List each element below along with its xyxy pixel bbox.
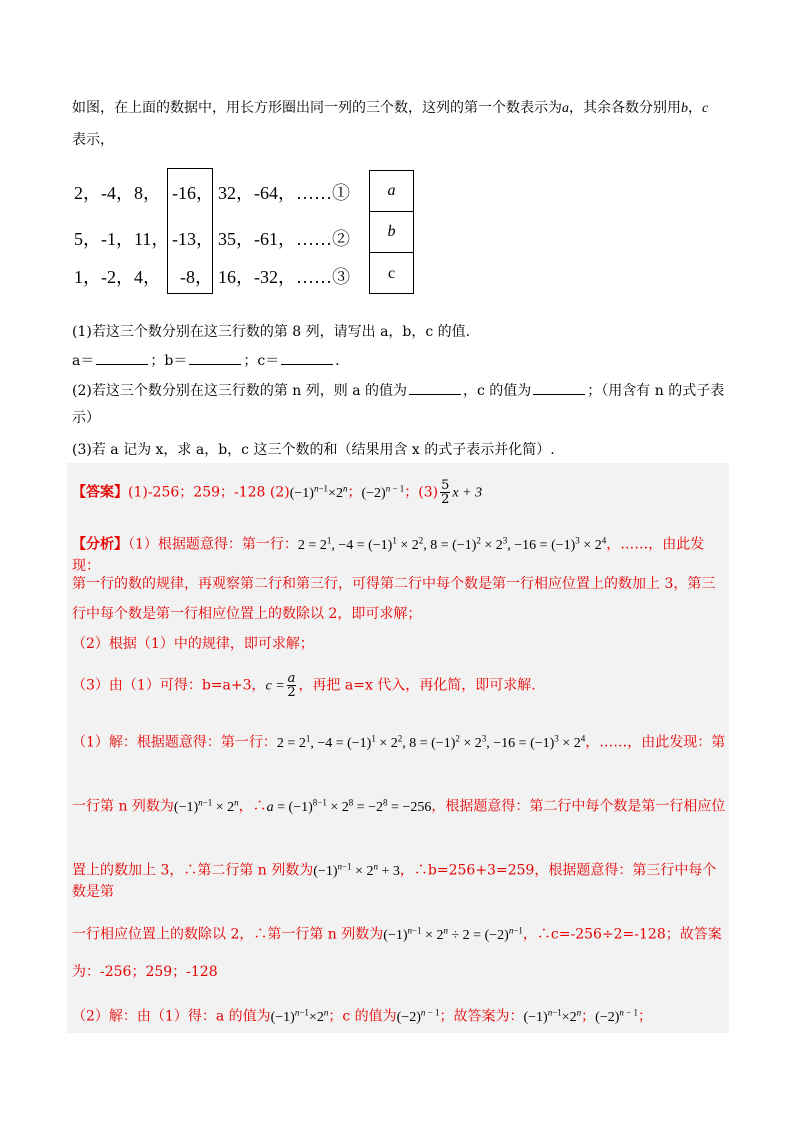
analysis-p3-num: a bbox=[287, 671, 296, 686]
intro-sep: ， bbox=[688, 100, 702, 116]
sequence-row-3-before: 1，-2，4， bbox=[74, 267, 161, 287]
q1-a-label: a＝ bbox=[72, 353, 95, 369]
solution-s6-end: ； bbox=[637, 1008, 652, 1025]
intro-line-2: 表示， bbox=[72, 132, 114, 148]
answer-label: 【答案】 bbox=[72, 484, 128, 501]
answer-fraction bbox=[440, 479, 450, 506]
solution-s4-start: 一行相应位置上的数除以 2，∴第一行第 n 列数为 bbox=[72, 926, 384, 943]
solution-formula-4: $(-1)^{n-1} \times 2^n + 3$ bbox=[313, 861, 400, 879]
var-b: b bbox=[681, 101, 688, 116]
question-1-blanks bbox=[72, 350, 728, 371]
q2-part-1: (2)若这三个数分别在这三行数的第 n 列，则 a 的值为 bbox=[72, 383, 407, 399]
var-c: c bbox=[702, 101, 709, 116]
solution-formula-5: $(-1)^{n-1} \times 2^n \div 2 = (-2)^{n-1}$ bbox=[383, 925, 523, 943]
analysis-p1-end: ，……，由此发现： bbox=[72, 536, 705, 574]
question-2 bbox=[72, 380, 728, 401]
sequence-row-2-after: 35，-61，……② bbox=[218, 229, 350, 249]
intro-paragraph bbox=[72, 98, 728, 119]
answer-tail: x + 3 bbox=[452, 485, 483, 501]
solution-s2-start: 一行第 n 列数为 bbox=[72, 798, 174, 815]
q1-c-label: ；c＝ bbox=[243, 353, 280, 369]
q2-part-2: ，c 的值为 bbox=[463, 383, 532, 399]
sequence-row-3-after: 16，-32，……③ bbox=[218, 267, 350, 287]
solution-s2-mid: ，∴ bbox=[238, 798, 267, 815]
sequence-row-1-boxed: -16， bbox=[172, 183, 214, 203]
answer-frac-num: 5 bbox=[441, 478, 450, 494]
abc-table bbox=[369, 170, 414, 294]
solution-s3-start: 置上的数加上 3，∴第二行第 n 列数为 bbox=[72, 862, 314, 879]
q1-a-blank bbox=[96, 350, 148, 365]
solution-line-1 bbox=[72, 728, 728, 754]
answer-frac-den: 2 bbox=[441, 492, 450, 508]
sequence-row-3-boxed: -8， bbox=[180, 267, 213, 287]
solution-formula-8: $(-1)^{n-1}\times 2^n$ bbox=[523, 1007, 582, 1025]
analysis-p1-start: （1）根据题意得：第一行： bbox=[128, 536, 298, 553]
solution-s4-end: ，∴c=-256÷2=-128；故答案 bbox=[522, 926, 722, 943]
solution-s2-end: ，根据题意得：第二行中每个数是第一行相应位 bbox=[431, 798, 726, 815]
analysis-line-1 bbox=[72, 530, 728, 576]
analysis-p3 bbox=[72, 672, 728, 699]
analysis-p3-end: ，再把 a=x 代入，再化简，即可求解. bbox=[298, 677, 536, 694]
q2-part-3: ；（用含有 n 的式子表 bbox=[587, 383, 725, 399]
q2-a-blank bbox=[409, 380, 461, 395]
abc-cell-c: c bbox=[387, 264, 396, 282]
answer-text: (1)-256；259；-128 (2) bbox=[128, 484, 290, 501]
solution-line-6 bbox=[72, 1002, 728, 1028]
abc-cell-a: a bbox=[370, 171, 413, 212]
q1-b-blank bbox=[189, 350, 241, 365]
analysis-p2: （2）根据（1）中的规律，即可求解； bbox=[72, 636, 314, 652]
solution-s6-sep: ； bbox=[581, 1008, 596, 1025]
abc-cell-b: b bbox=[370, 212, 413, 253]
solution-s3-end: ，∴b=256+3=259，根据题意得：第三行中每个数是第 bbox=[72, 862, 717, 900]
intro-text-1: 如图，在上面的数据中，用长方形圈出同一列的三个数，这列的第一个数表示为 bbox=[72, 100, 562, 116]
analysis-formula: $2 = 2^1$, $-4 = (-1)^1 \times 2^2$, $8 = (-1)^2 \times 2^3$, $-16 = (-1)^3 \times 2^4$ bbox=[297, 535, 607, 553]
analysis-p3-den: 2 bbox=[287, 685, 296, 700]
analysis-label: 【分析】 bbox=[72, 536, 128, 553]
q1-c-blank bbox=[281, 350, 333, 365]
solution-s6-mid: ；c 的值为 bbox=[328, 1008, 397, 1025]
solution-s1-start: （1）解：根据题意得：第一行： bbox=[72, 734, 277, 751]
q2-c-blank bbox=[533, 380, 585, 395]
q1-b-label: ；b＝ bbox=[150, 353, 188, 369]
solution-formula-2: $(-1)^{n-1} \times 2^n$ bbox=[173, 797, 239, 815]
solution-formula-3: $a = (-1)^{8-1} \times 2^8 = -2^8 = -256$ bbox=[266, 797, 432, 815]
answer-formula-a: $(-1)^{n-1}\times 2^n$ bbox=[289, 483, 348, 501]
solution-s1-end: ，……，由此发现：第 bbox=[585, 734, 726, 751]
sequence-row-1-before: 2，-4，8， bbox=[74, 183, 161, 203]
question-1: (1)若这三个数分别在这三行数的第 8 列，请写出 a，b，c 的值. bbox=[72, 324, 471, 340]
answer-line bbox=[72, 478, 728, 506]
solution-line-4 bbox=[72, 920, 728, 946]
sequence-row-1-after: 32，-64，……① bbox=[218, 183, 350, 203]
solution-formula-6: $(-1)^{n-1}\times 2^n$ bbox=[270, 1007, 329, 1025]
solution-s6-mid2: ；故答案为： bbox=[439, 1008, 524, 1025]
solution-line-5: 为：-256；259；-128 bbox=[72, 964, 218, 980]
answer-sep-1: ； bbox=[347, 484, 362, 501]
analysis-p3-c: c = bbox=[265, 678, 285, 694]
solution-line-2 bbox=[72, 792, 728, 818]
analysis-line-3: 行中每个数是第一行相应位置上的数除以 2，即可求解； bbox=[72, 606, 422, 622]
answer-formula-c: $(-2)^{n - 1}$ bbox=[361, 483, 405, 501]
var-a: a bbox=[562, 101, 569, 116]
q1-end: . bbox=[335, 353, 340, 369]
analysis-p3-fraction bbox=[287, 672, 297, 699]
question-2-line-2: 示） bbox=[72, 410, 100, 426]
solution-formula-7: $(-2)^{n - 1}$ bbox=[396, 1007, 440, 1025]
solution-line-3 bbox=[72, 856, 728, 902]
sequence-row-2-before: 5，-1，11， bbox=[74, 229, 170, 249]
sequence-row-2-boxed: -13， bbox=[172, 229, 214, 249]
question-3: (3)若 a 记为 x，求 a，b，c 这三个数的和（结果用含 x 的式子表示并化简）. bbox=[72, 442, 555, 458]
answer-sep-2: ；(3) bbox=[404, 484, 439, 501]
solution-formula-1: $2 = 2^1$, $-4 = (-1)^1 \times 2^2$, $8 = (-1)^2 \times 2^3$, $-16 = (-1)^3 \times 2^4$ bbox=[276, 733, 586, 751]
intro-text-2: ，其余各数分别用 bbox=[569, 100, 681, 116]
analysis-p3-start: （3）由（1）可得：b=a+3， bbox=[72, 677, 266, 694]
solution-s6-start: （2）解：由（1）得：a 的值为 bbox=[72, 1008, 271, 1025]
solution-formula-9: $(-2)^{n - 1}$ bbox=[595, 1007, 638, 1025]
analysis-line-2: 第一行的数的规律，再观察第二行和第三行，可得第二行中每个数是第一行相应位置上的数加上 3，第三 bbox=[72, 576, 716, 592]
